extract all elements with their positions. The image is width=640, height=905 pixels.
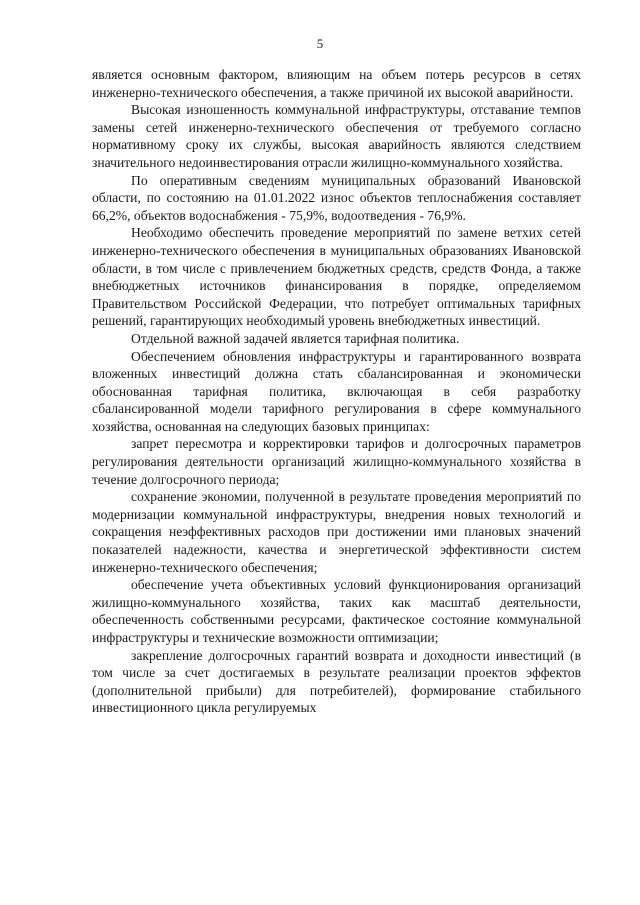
paragraph-network-replacement: Необходимо обеспечить проведение мероприятий по замене ветхих сетей инженерно-технического обеспечения в муниципальных образованиях Ивановской области, в том числе с привлечением бюджетных средств, средств Фонда, а также внебюджетных источников финансирования в порядке, определяемом Правительством Российской Федерации, что потребует оптимальных тарифных решений, гарантирующих необходимый уровень внебюджетных инвестиций. [92, 225, 581, 329]
list-item-principle-3: обеспечение учета объективных условий функционирования организаций жилищно-коммунального хозяйства, таких как масштаб деятельности, обеспеченность собственными ресурсами, фактическое состояние коммунальной инфраструктуры и технические возможности оптимизации; [92, 577, 581, 645]
document-body [92, 66, 581, 717]
paragraph-wear-statistics: По оперативным сведениям муниципальных образований Ивановской области, по состоянию на 01.01.2022 износ объектов теплоснабжения составляет 66,2%, объектов водоснабжения - 75,9%, водоотведения - 76,9%. [92, 172, 581, 223]
paragraph-infrastructure-wear: Высокая изношенность коммунальной инфраструктуры, отставание темпов замены сетей инженерно-технического обеспечения от требуемого согласно нормативному сроку их службы, высокая аварийность являются следствием значительного недоинвестирования отрасли жилищно-коммунального хозяйства. [92, 102, 581, 170]
list-item-principle-4: закрепление долгосрочных гарантий возврата и доходности инвестиций (в том числе за счет достигаемых в результате реализации проектов эффектов (дополнительной прибыли) для потребителей), формирование стабильного инвестиционного цикла регулируемых [92, 647, 581, 716]
list-item-principle-1: запрет пересмотра и корректировки тарифов и долгосрочных параметров регулирования деятельности организаций жилищно-коммунального хозяйства в течение долгосрочного периода; [92, 436, 581, 487]
paragraph-continuation: является основным фактором, влияющим на объем потерь ресурсов в сетях инженерно-технического обеспечения, а также причиной их высокой аварийности. [92, 67, 581, 100]
paragraph-tariff-policy: Обеспечением обновления инфраструктуры и гарантированного возврата вложенных инвестиций должна стать сбалансированная и экономически обоснованная тарифная политика, включающая в себя разработку сбалансированной модели тарифного регулирования в сфере коммунального хозяйства, основанная на следующих базовых принципах: [92, 348, 581, 434]
page-number: 5 [316, 36, 324, 51]
paragraph-tariff-task: Отдельной важной задачей является тарифная политика. [131, 330, 460, 346]
list-item-principle-2: сохранение экономии, полученной в результате проведения мероприятий по модернизации коммунальной инфраструктуры, внедрения новых технологий и сокращения неэффективных расходов при достижении ими плановых значений показателей надежности, качества и энергетической эффективности систем инженерно-технического обеспечения; [92, 489, 581, 575]
